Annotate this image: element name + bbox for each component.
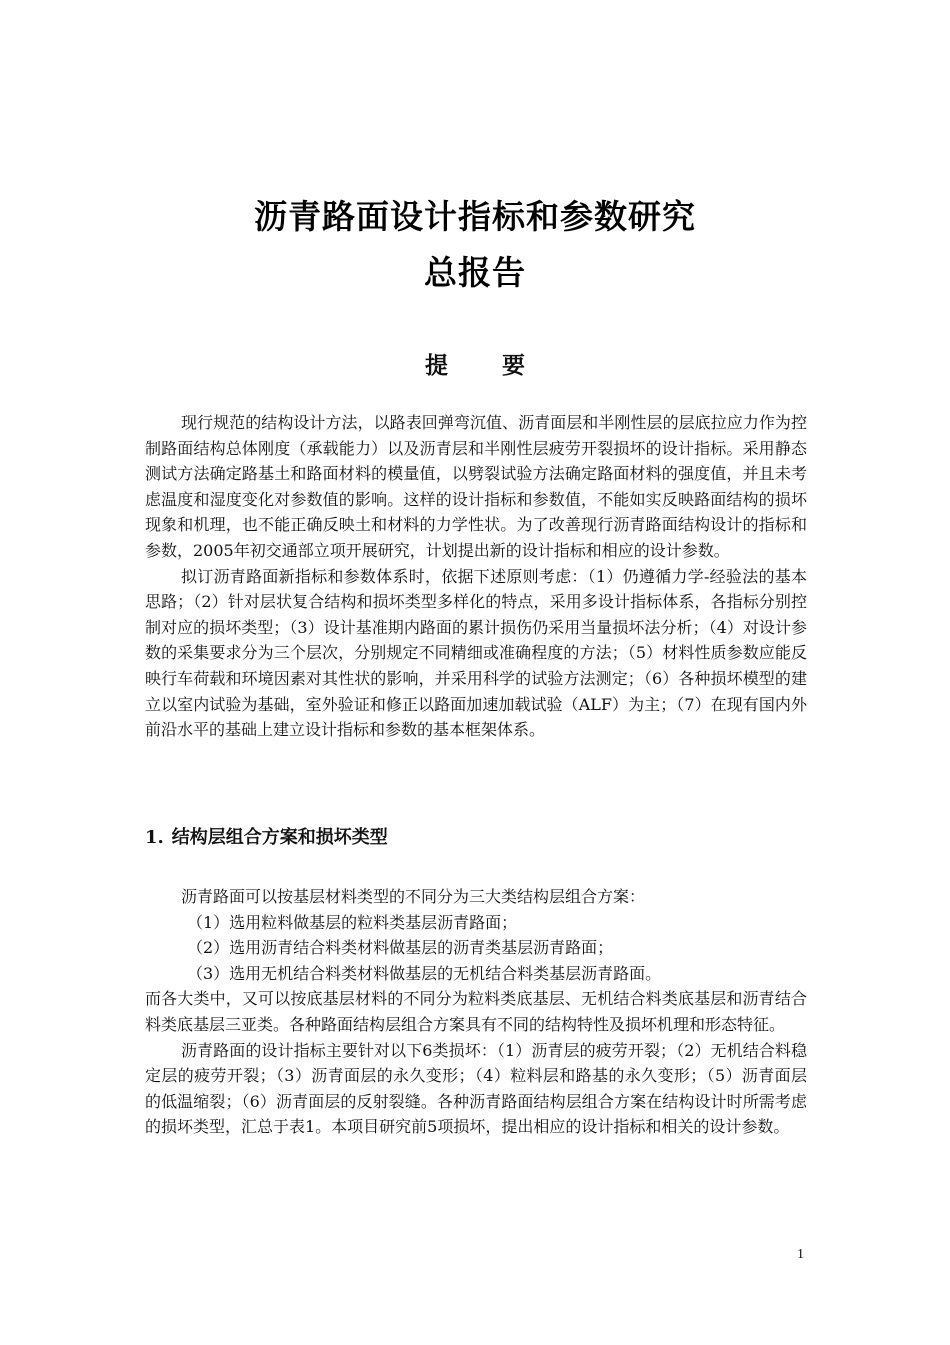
- document-title: 沥青路面设计指标和参数研究: [254, 197, 696, 236]
- list-item: （2）选用沥青结合料类材料做基层的沥青类基层沥青路面；: [187, 938, 614, 958]
- section-continuation: 而各大类中，又可以按底基层材料的不同分为粒料类底基层、无机结合料类底基层和沥青结合料类底基层三亚类。各种路面结构层组合方案具有不同的结构特性及损坏机理和形态特征。: [145, 989, 807, 1034]
- section-heading: [145, 823, 388, 849]
- list-item: （1）选用粒料做基层的粒料类基层沥青路面；: [187, 912, 518, 932]
- section-number: 1.: [145, 827, 164, 848]
- list-item: （3）选用无机结合料类材料做基层的无机结合料类基层沥青路面。: [187, 963, 662, 983]
- abstract-paragraph: 现行规范的结构设计方法，以路表回弹弯沉值、沥青面层和半刚性层的层底拉应力作为控制路面结构总体刚度（承载能力）以及沥青层和半刚性层疲劳开裂损坏的设计指标。采用静态测试方法确定路基土和路面材料的模量值，以劈裂试验方法确定路面材料的强度值，并且未考虑温度和湿度变化对参数值的影响。这样的设计指标和参数值，不能如实反映路面结构的损坏现象和机理，也不能正确反映土和材料的力学性状。为了改善现行沥青路面结构设计的指标和参数，2005年初交通部立项开展研究，计划提出新的设计指标和相应的设计参数。: [145, 413, 807, 560]
- abstract-body: [145, 410, 807, 743]
- section-paragraph: 沥青路面的设计指标主要针对以下6类损坏：（1）沥青层的疲劳开裂；（2）无机结合料稳定层的疲劳开裂；（3）沥青面层的永久变形；（4）粒料层和路基的永久变形；（5）沥青面层的低温缩裂；（6）沥青面层的反射裂缝。各种沥青路面结构层组合方案在结构设计时所需考虑的损坏类型，汇总于表1。本项目研究前5项损坏，提出相应的设计指标和相关的设计参数。: [145, 1040, 807, 1137]
- page-number: 1: [797, 1247, 804, 1262]
- abstract-heading: 提要: [425, 352, 579, 379]
- section-intro: 沥青路面可以按基层材料类型的不同分为三大类结构层组合方案：: [181, 887, 646, 906]
- section-title: 结构层组合方案和损坏类型: [171, 827, 388, 848]
- document-subtitle: 总报告: [424, 253, 526, 292]
- section-body: [145, 884, 807, 1140]
- abstract-paragraph: 拟订沥青路面新指标和参数体系时，依据下述原则考虑：（1）仍遵循力学-经验法的基本思路；（2）针对层状复合结构和损坏类型多样化的特点，采用多设计指标体系，各指标分别控制对应的损坏类型；（3）设计基准期内路面的累计损伤仍采用当量损坏法分析；（4）对设计参数的采集要求分为三个层次，分别规定不同精细或准确程度的方法；（5）材料性质参数应能反映行车荷载和环境因素对其性状的影响，并采用科学的试验方法测定；（6）各种损坏模型的建立以室内试验为基础，室外验证和修正以路面加速加载试验（ALF）为主；（7）在现有国内外前沿水平的基础上建立设计指标和参数的基本框架体系。: [145, 566, 807, 740]
